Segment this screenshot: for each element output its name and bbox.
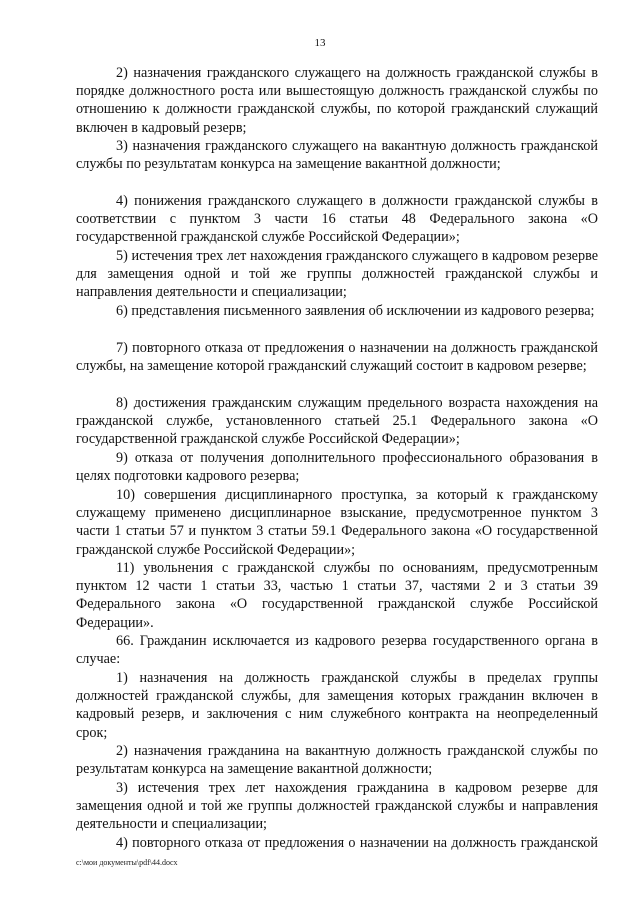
- paragraph-8-age-limit: 8) достижения гражданским служащим предельного возраста нахождения на гражданской службе, установленного статьей 25.1 Федерального закона «О государственной гражданской службе Российской Федерации»;: [76, 395, 598, 448]
- paragraph-11-dismissal: 11) увольнения с гражданской службы по основаниям, предусмотренным пунктом 12 части 1 статьи 33, частью 1 статьи 37, частями 2 и 3 статьи 39 Федерального закона «О государственной гражданской службе Российской Федерации».: [76, 560, 598, 631]
- footer-file-path: c:\мои документы\pdf\44.docx: [76, 858, 178, 867]
- paragraph-6-application: 6) представления письменного заявления об исключении из кадрового резерва;: [116, 303, 595, 319]
- paragraph-9-education-refusal: 9) отказа от получения дополнительного профессионального образования в целях подготовки кадрового резерва;: [76, 450, 598, 485]
- page-number: 13: [314, 37, 326, 49]
- paragraph-66-2-vacancy: 2) назначения гражданина на вакантную должность гражданской службы по результатам конкурса на замещение вакантной должности;: [76, 743, 598, 778]
- paragraph-66-1-appointment: 1) назначения на должность гражданской службы в пределах группы должностей гражданской службы, для замещения которых гражданин включен в кадровый резерв, и заключения с ним служебного контракта на неопределенный срок;: [76, 670, 598, 741]
- paragraph-10-disciplinary: 10) совершения дисциплинарного проступка, за который к гражданскому служащему применено дисциплинарное взыскание, предусмотренное пунктом 3 части 1 статьи 57 и пунктом 3 статьи 59.1 Федерального закона «О государственной гражданской службе Российской Федерации»;: [76, 487, 598, 558]
- paragraph-3-vacancy: 3) назначения гражданского служащего на вакантную должность гражданской службы по результатам конкурса на замещение вакантной должности;: [76, 138, 598, 173]
- paragraph-66-4-repeated-refusal: 4) повторного отказа от предложения о назначении на должность гражданской: [116, 835, 598, 851]
- paragraph-66-3-three-years: 3) истечения трех лет нахождения гражданина в кадровом резерве для замещения одной и той же группы должностей гражданской службы и направления деятельности и специализации;: [76, 780, 598, 833]
- paragraph-2-growth: 2) назначения гражданского служащего на должность гражданской службы в порядке должностного роста или вышестоящую должность гражданской службы по отношению к должности гражданской службы, по которой гражданский служащий включен в кадровый резерв;: [76, 65, 598, 136]
- paragraph-7-repeated-refusal: 7) повторного отказа от предложения о назначении на должность гражданской службы, на замещение которой гражданский служащий состоит в кадровом резерве;: [76, 340, 598, 375]
- paragraph-4-demotion: 4) понижения гражданского служащего в должности гражданской службы в соответствии с пунктом 3 части 16 статьи 48 Федерального закона «О государственной гражданской службе Российской Федерации»;: [76, 193, 598, 246]
- paragraph-5-three-years: 5) истечения трех лет нахождения гражданского служащего в кадровом резерве для замещения одной и той же группы должностей гражданской службы и направления деятельности и специализации;: [76, 248, 598, 301]
- paragraph-66-heading: 66. Гражданин исключается из кадрового резерва государственного органа в случае:: [76, 633, 598, 668]
